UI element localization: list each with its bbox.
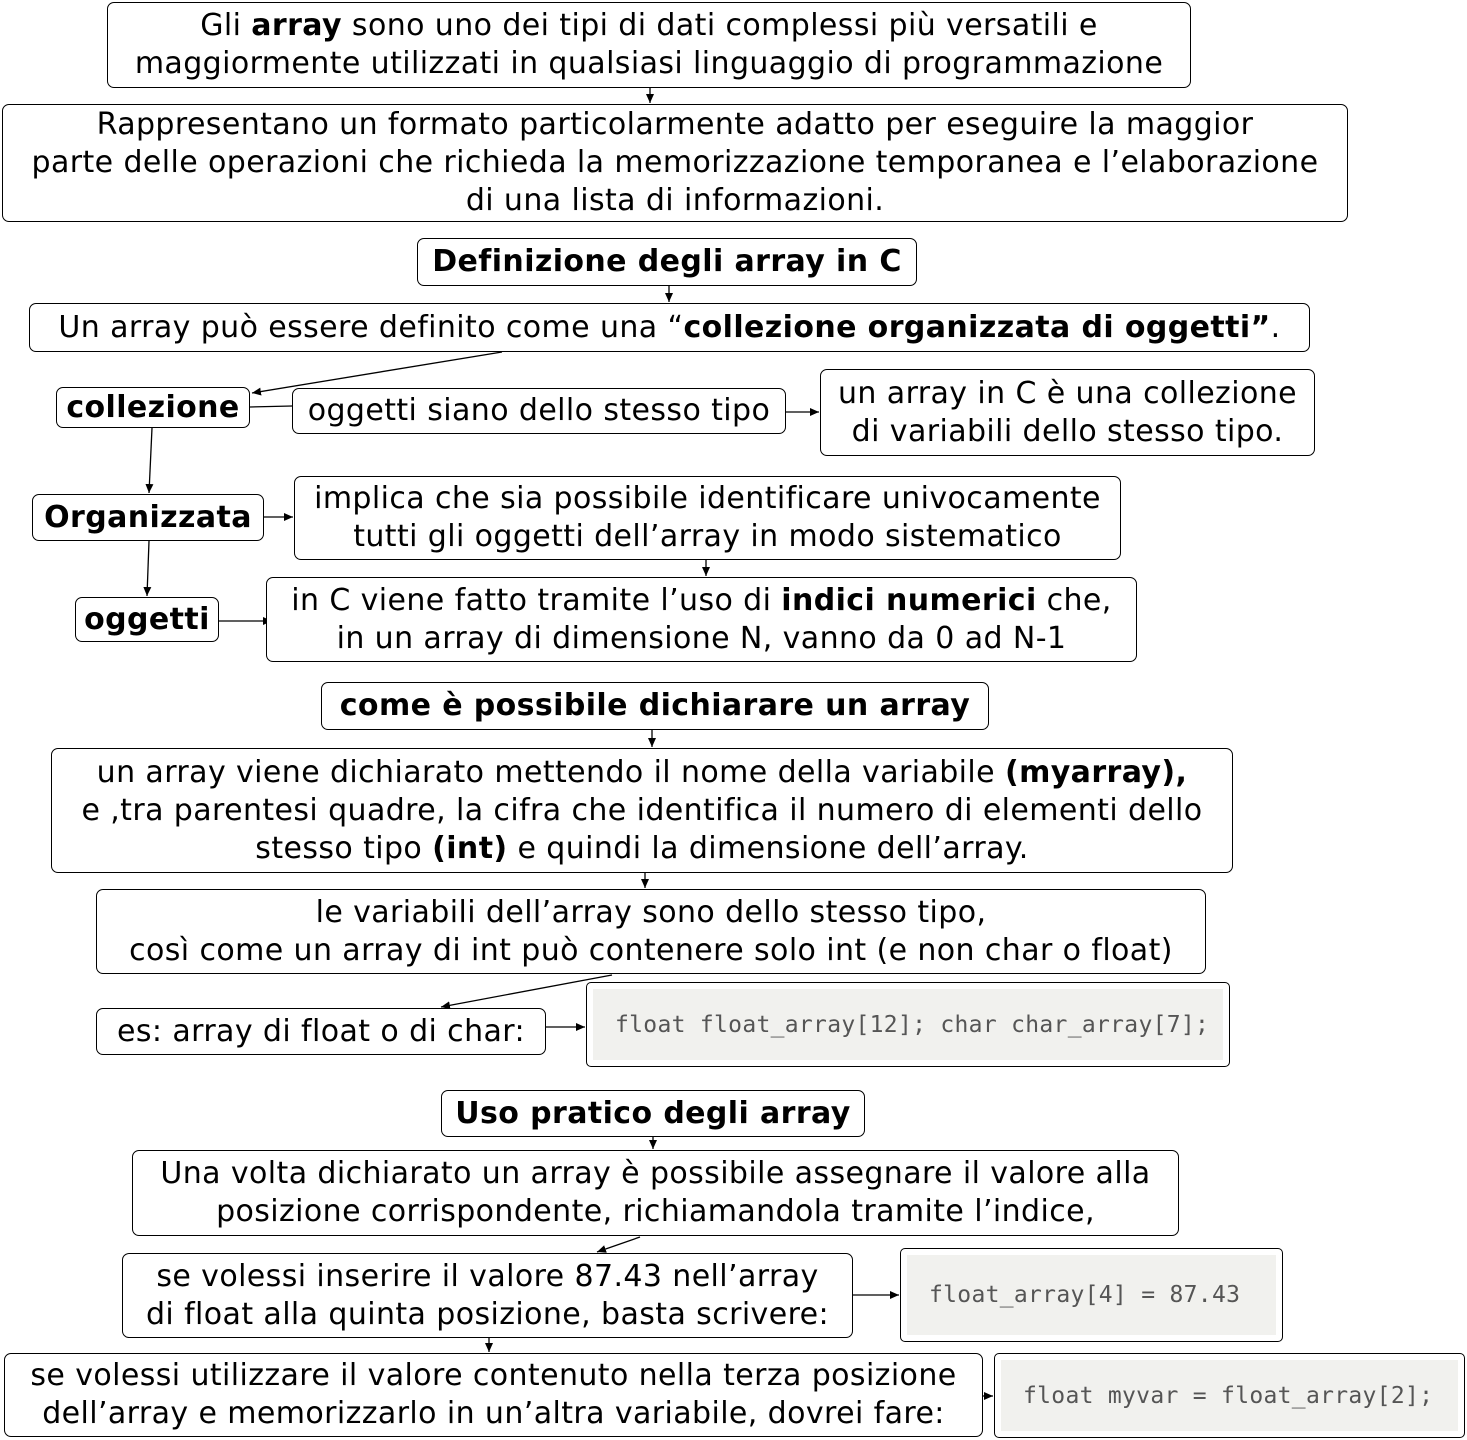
collection-desc-node: un array in C è una collezione di variabili dello stesso tipo. [820, 369, 1315, 456]
example-code-node [586, 982, 1230, 1067]
line-collezione-to-same-type [250, 406, 292, 407]
usage-node: Una volta dichiarato un array è possibile assegnare il valore alla posizione corrispondente, richiamandola tramite l’indice, [132, 1150, 1179, 1236]
intro-line-2: maggiormente utilizzati in qualsiasi linguaggio di programmazione [134, 46, 1164, 81]
same-type-node: oggetti siano dello stesso tipo [292, 388, 786, 434]
identify-node: implica che sia possibile identificare univocamente tutti gli oggetti dell’array in modo sistematico [294, 476, 1121, 560]
intro-line-1: Gli array sono uno dei tipi di dati complessi più versatili e [200, 8, 1098, 43]
arrow-usage-to-insert [597, 1237, 640, 1252]
format-line-1: Rappresentano un formato particolarmente adatto per eseguire la maggior [96, 107, 1254, 142]
declare-node [51, 748, 1233, 873]
use-value-code-node [994, 1353, 1465, 1438]
organizzata-node: Organizzata [32, 494, 264, 541]
format-line-2: parte delle operazioni che richieda la memorizzazione temporanea e l’elaborazione [31, 145, 1319, 180]
usage-heading: Uso pratico degli array [441, 1090, 865, 1137]
insert-node: se volessi inserire il valore 87.43 nell’array di float alla quinta posizione, basta scrivere: [122, 1253, 853, 1338]
declare-heading: come è possibile dichiarare un array [321, 682, 989, 730]
indices-node [266, 577, 1137, 662]
definition-node [29, 303, 1310, 352]
example-label-node: es: array di float o di char: [96, 1008, 546, 1055]
example-code: float float_array[12]; char char_array[7]; [593, 989, 1223, 1060]
insert-code: float_array[4] = 87.43 [907, 1255, 1276, 1335]
use-value-code: float myvar = float_array[2]; [1001, 1360, 1458, 1431]
arrow-collezione-to-organizzata [149, 428, 152, 493]
arrow-definition-to-collezione [252, 352, 502, 393]
definition-line: Un array può essere definito come una “collezione organizzata di oggetti”. [58, 309, 1281, 345]
format-line-3: di una lista di informazioni. [465, 183, 885, 218]
intro-node [107, 2, 1191, 88]
declare-line-2: e ,tra parentesi quadre, la cifra che identifica il numero di elementi dello [81, 792, 1203, 828]
same-type-vars-node: le variabili dell’array sono dello stesso tipo, così come un array di int può contenere solo int (e non char o float) [96, 889, 1206, 974]
indices-line-2: in un array di dimensione N, vanno da 0 ad N-1 [336, 620, 1067, 656]
declare-line-3: stesso tipo (int) e quindi la dimensione dell’array. [255, 830, 1029, 866]
collezione-node: collezione [56, 387, 250, 428]
arrow-organizzata-to-oggetti [147, 541, 149, 596]
indices-line-1: in C viene fatto tramite l’uso di indici numerici che, [291, 582, 1112, 618]
declare-line-1: un array viene dichiarato mettendo il nome della variabile (myarray), [96, 754, 1188, 790]
oggetti-node: oggetti [75, 597, 219, 642]
insert-code-node [900, 1248, 1283, 1342]
use-value-node: se volessi utilizzare il valore contenuto nella terza posizione dell’array e memorizzarlo in un’altra variabile, dovrei fare: [4, 1353, 983, 1437]
definition-heading: Definizione degli array in C [417, 238, 917, 286]
format-node [2, 104, 1348, 222]
